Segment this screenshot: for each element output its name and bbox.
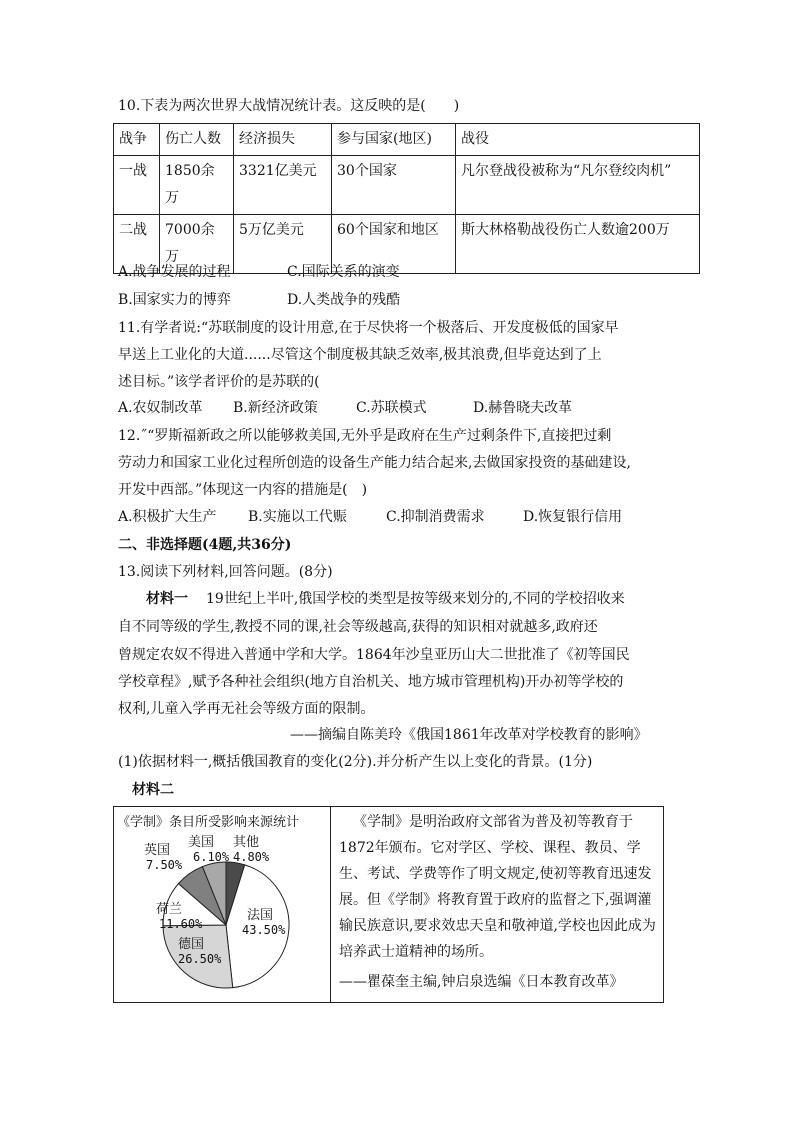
pie-chart-panel	[114, 807, 331, 1002]
q13-subquestion-1: (1)依据材料一,概括俄国教育的变化(2分).并分析产生以上变化的背景。(1分)	[118, 754, 593, 770]
material-2-box	[113, 806, 664, 1003]
table-header-cell: 战役	[456, 124, 700, 156]
material-1-line-1	[146, 589, 625, 609]
pie-value-label: 26.50%	[178, 952, 222, 966]
table-header-cell: 经济损失	[234, 124, 332, 156]
section-heading: 二、非选择题(4题,共36分)	[118, 537, 292, 553]
material-1-line-5: 权利,儿童入学再无社会等级方面的限制。	[118, 701, 375, 717]
q12-stem-line-3: 开发中西部。”体现这一内容的措施是( )	[118, 482, 368, 498]
pie-category-label: 荷兰	[156, 902, 183, 917]
material-2-source: ——瞿葆奎主编,钟启泉选编《日本教育改革》	[339, 974, 624, 990]
table-cell: 一战	[114, 156, 160, 215]
q11-option-a: A.农奴制改革	[118, 400, 203, 416]
pie-value-label: 7.50%	[146, 858, 183, 872]
table-cell: 7000余万	[160, 215, 234, 274]
q10-option-a: A.战争发展的过程	[118, 264, 231, 280]
pie-category-label: 法国	[247, 908, 274, 923]
q10-option-c: C.国际关系的演变	[287, 264, 400, 280]
q12-option-a: A.积极扩大生产	[118, 509, 217, 525]
q11-option-b: B.新经济政策	[233, 400, 318, 416]
table-cell: 60个国家和地区	[332, 215, 456, 274]
table-cell: 斯大林格勒战役伤亡人数逾200万	[456, 215, 700, 274]
table-header-cell: 参与国家(地区)	[332, 124, 456, 156]
pie-value-label: 43.50%	[242, 923, 286, 937]
q12-stem-line-1: 12.˝“罗斯福新政之所以能够救美国,无外乎是政府在生产过剩条件下,直接把过剩	[118, 428, 612, 444]
material-1-label: 材料一	[146, 591, 188, 607]
table-cell: 30个国家	[332, 156, 456, 215]
material-1-line-3: 曾规定农奴不得进入普通中学和大学。1864年沙皇亚历山大二世批准了《初等国民	[118, 647, 630, 663]
q10-option-d: D.人类战争的残酷	[287, 292, 401, 308]
q10-stem: 10.下表为两次世界大战情况统计表。这反映的是( )	[118, 98, 460, 114]
pie-value-label: 6.10%	[193, 850, 230, 864]
pie-category-label: 德国	[178, 937, 205, 952]
pie-chart	[114, 807, 329, 1002]
q12-option-d: D.恢复银行信用	[523, 509, 623, 525]
q12-option-c: C.抑制消费需求	[386, 509, 485, 525]
table-cell: 二战	[114, 215, 160, 274]
q12-option-b: B.实施以工代赈	[248, 509, 347, 525]
q11-stem-line-1: 11.有学者说:“苏联制度的设计用意,在于尽快将一个极落后、开发度极低的国家早	[118, 320, 619, 336]
pie-category-label: 其他	[233, 835, 260, 850]
table-cell: 凡尔登战役被称为“凡尔登绞肉机”	[456, 156, 700, 215]
q10-table	[113, 123, 700, 263]
table-row	[114, 156, 700, 215]
material-1-text: 19世纪上半叶,俄国学校的类型是按等级来划分的,不同的学校招收来	[206, 591, 625, 607]
material-2-text: 《学制》是明治政府文部省为普及初等教育于1872年颁布。它对学区、学校、课程、教员、学生、考试、学费等作了明文规定,使初等教育迅速发展。但《学制》将教育置于政府的监督之下,强调灌输民族意识,要求效忠天皇和敬神道,学校也因此成为培养武士道精神的场所。	[339, 814, 656, 960]
q12-stem-line-2: 劳动力和国家工业化过程所创造的设备生产能力结合起来,去做国家投资的基础建设,	[118, 455, 631, 471]
pie-category-label: 英国	[144, 843, 171, 858]
table-cell: 1850余万	[160, 156, 234, 215]
table-header-cell: 伤亡人数	[160, 124, 234, 156]
q10-table-header-row	[114, 124, 700, 156]
material-2-text-panel	[331, 807, 663, 1002]
table-header-cell: 战争	[114, 124, 160, 156]
q11-stem-line-2: 早送上工业化的大道......尽管这个制度极其缺乏效率,极其浪费,但毕竟达到了上	[118, 347, 602, 363]
table-cell: 5万亿美元	[234, 215, 332, 274]
material-2-label: 材料二	[132, 782, 174, 798]
pie-value-label: 4.80%	[233, 850, 270, 864]
pie-category-label: 美国	[188, 835, 215, 850]
material-1-line-2: 自不同等级的学生,教授不同的课,社会等级越高,获得的知识相对就越多,政府还	[118, 619, 598, 635]
material-1-source: ——摘编自陈美玲《俄国1861年改革对学校教育的影响》	[290, 727, 648, 743]
table-cell: 3321亿美元	[234, 156, 332, 215]
q11-option-c: C.苏联模式	[356, 400, 427, 416]
material-1-line-4: 学校章程》,赋予各种社会组织(地方自治机关、地方城市管理机构)开办初等学校的	[118, 674, 624, 690]
q10-option-b: B.国家实力的博弈	[118, 292, 231, 308]
chart-title: 《学制》条目所受影响来源统计	[117, 815, 300, 830]
q11-stem-line-3: 述目标。”该学者评价的是苏联的(	[118, 374, 320, 390]
q13-stem: 13.阅读下列材料,回答问题。(8分)	[118, 564, 333, 580]
q11-option-d: D.赫鲁晓夫改革	[473, 400, 573, 416]
pie-value-label: 11.60%	[159, 917, 203, 931]
